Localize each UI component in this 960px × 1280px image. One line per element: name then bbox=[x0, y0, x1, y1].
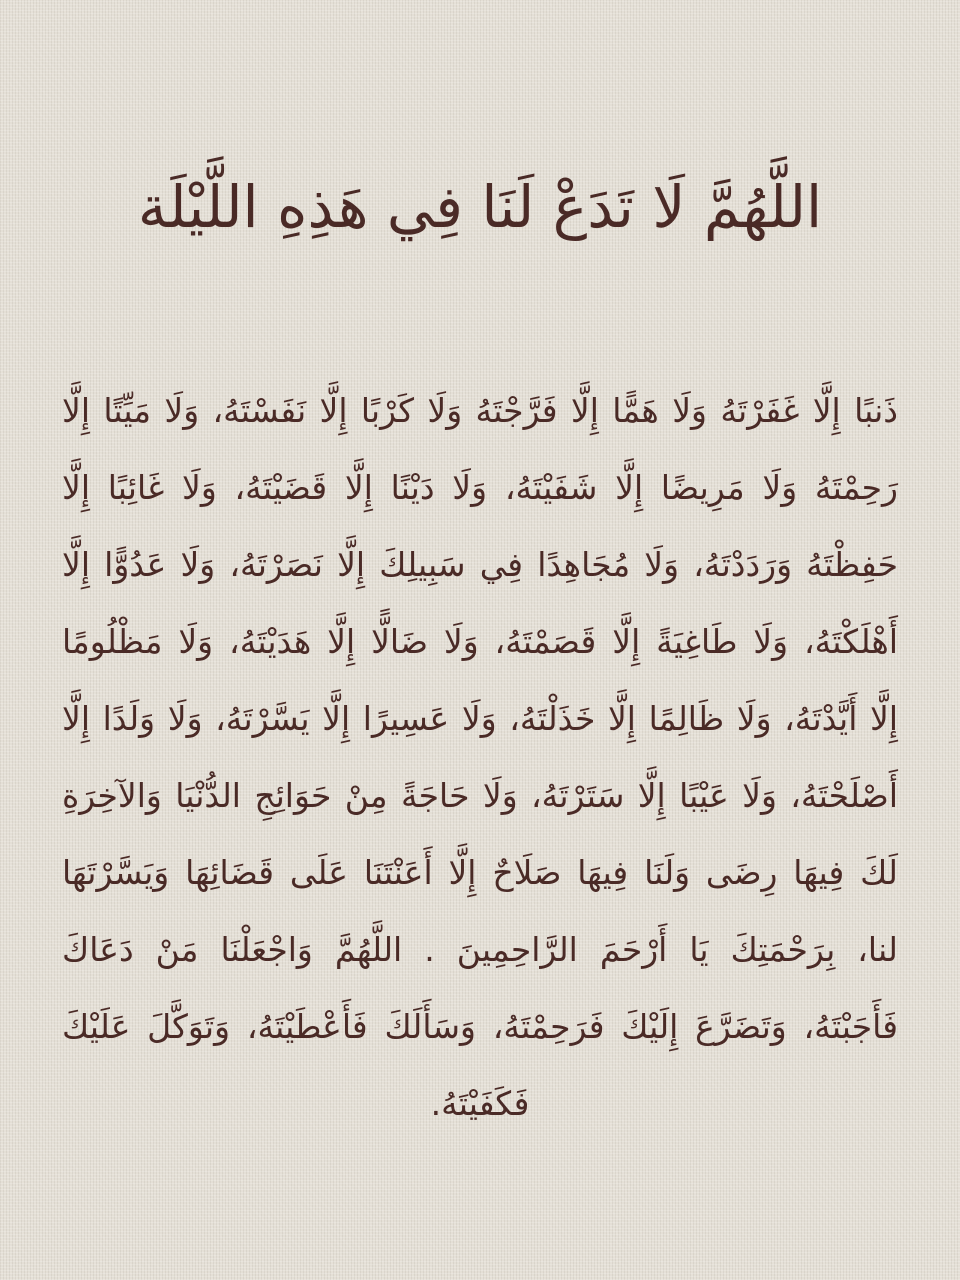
prayer-body: ذَنبًا إِلَّا غَفَرْتَهُ وَلَا هَمًّا إِلَّا فَرَّجْتَهُ وَلَا كَرْبًا إِلَّا نَفَسْتَهُ، وَلَا مَيِّتًا إِلَّا رَحِمْتَهُ وَلَا مَرِيضًا إِلَّا شَفَيْتَهُ، وَلَا دَيْنًا إِلَّا قَضَيْتَهُ، وَلَا غَائِبًا إِلَّا حَفِظْتَهُ وَرَدَدْتَهُ، وَلَا مُجَاهِدًا فِي سَبِيلِكَ إِلَّا نَصَرْتَهُ، وَلَا عَدُوًّا إِلَّا أَهْلَكْتَهُ، وَلَا طَاغِيَةً إِلَّا قَصَمْتَهُ، وَلَا ضَالًّا إِلَّا هَدَيْتَهُ، وَلَا مَظْلُومًا إِلَّا أَيَّدْتَهُ، وَلَا ظَالِمًا إِلَّا خَذَلْتَهُ، وَلَا عَسِيرًا إِلَّا يَسَّرْتَهُ، وَلَا وَلَدًا إِلَّا أَصْلَحْتَهُ، وَلَا عَيْبًا إِلَّا سَتَرْتَهُ، وَلَا حَاجَةً مِنْ حَوَائِجِ الدُّنْيَا وَالآخِرَةِ لَكَ فِيهَا رِضَى وَلَنَا فِيهَا صَلَاحٌ إِلَّا أَعَنْتَنَا عَلَى قَضَائِهَا وَيَسَّرْتَهَا لنا، بِرَحْمَتِكَ يَا أَرْحَمَ الرَّاحِمِينَ . اللَّهُمَّ وَاجْعَلْنَا مَنْ دَعَاكَ فَأَجَبْتَهُ، وَتَضَرَّعَ إِلَيْكَ فَرَحِمْتَهُ، وَسَأَلَكَ فَأَعْطَيْتَهُ، وَتَوَكَّلَ عَلَيْكَ فَكَفَيْتَهُ. bbox=[62, 391, 898, 1123]
prayer-title: اللَّهُمَّ لَا تَدَعْ لَنَا فِي هَذِهِ اللَّيْلَة bbox=[137, 173, 823, 241]
